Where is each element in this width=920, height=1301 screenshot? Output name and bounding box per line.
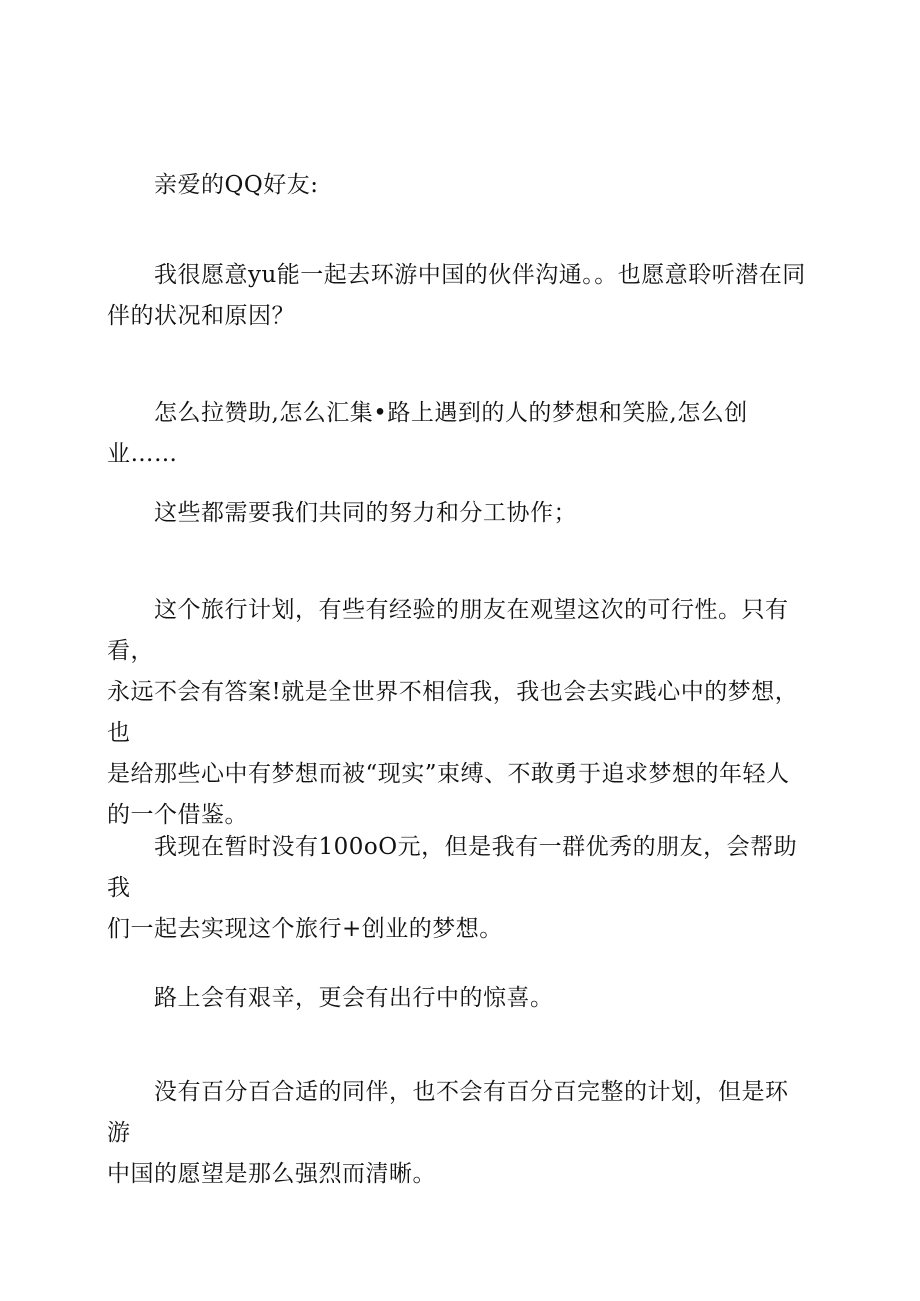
text-line: 这个旅行计划，有些有经验的朋友在观望这次的可行性。只有看， — [107, 597, 789, 664]
text-line: 伴的状况和原因？ — [107, 303, 295, 329]
text-line: 这些都需要我们共同的努力和分工协作； — [154, 500, 577, 526]
paragraph-3 — [107, 493, 807, 534]
text-line: 中国的愿望是那么强烈而清晰。 — [107, 1161, 436, 1187]
paragraph-1 — [107, 255, 807, 337]
text-line: 亲爱的QQ好友: — [154, 172, 319, 198]
text-line: 的一个借鉴。 — [107, 802, 248, 828]
paragraph-5 — [107, 827, 807, 950]
salutation — [107, 165, 807, 206]
text-line: 我现在暂时没有100oO元，但是我有一群优秀的朋友，会帮助我 — [107, 834, 798, 901]
text-line: 没有百分百合适的同伴，也不会有百分百完整的计划，但是环游 — [107, 1079, 789, 1146]
paragraph-7 — [107, 1072, 807, 1195]
text-line: 是给那些心中有梦想而被“现实”束缚、不敢勇于追求梦想的年轻人 — [107, 761, 790, 787]
text-line: 永远不会有答案!就是全世界不相信我，我也会去实践心中的梦想，也 — [107, 679, 799, 746]
paragraph-4 — [107, 590, 807, 836]
paragraph-2 — [107, 393, 807, 475]
text-line: 们一起去实现这个旅行+创业的梦想。 — [107, 916, 503, 942]
text-line: 我很愿意yu能一起去环游中国的伙伴沟通。。也愿意聆听潜在同 — [154, 262, 806, 288]
paragraph-6 — [107, 978, 807, 1019]
text-line: 路上会有艰辛，更会有出行中的惊喜。 — [154, 985, 554, 1011]
text-line: 怎么拉赞助,怎么汇集•路上遇到的人的梦想和笑脸,怎么创业…… — [107, 400, 748, 467]
